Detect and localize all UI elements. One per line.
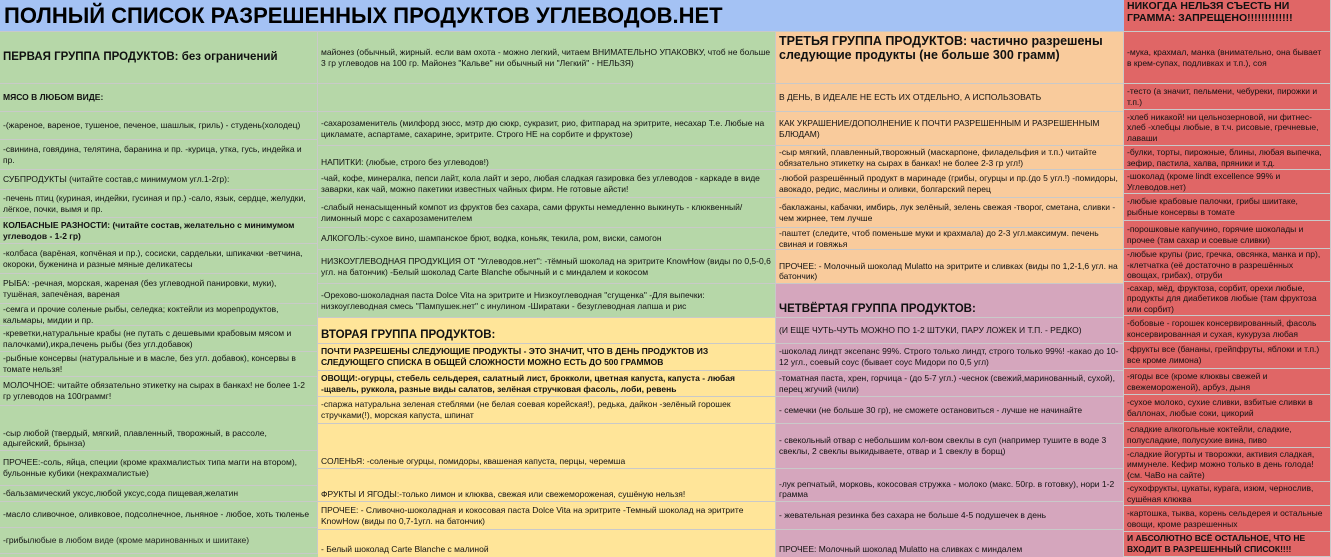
oil-cell: -масло сливочное, оливковое, подсолнечное, льняное - любое, хоть тюленье [0,502,318,528]
fourth-group-heading: ЧЕТВЁРТАЯ ГРУППА ПРОДУКТОВ: [776,284,1124,318]
white-chocolate-cell: - Белый шоколад Carte Blanche с малиной [318,530,776,557]
onion-cell: -лук репчатый, морковь, кокосовая стружка - молоко (макс. 50гр. в готовку), нори 1-2 грамма [776,469,1124,502]
first-group-heading: ПЕРВАЯ ГРУППА ПРОДУКТОВ: без ограничений [0,32,318,84]
empty-cell [318,84,776,112]
canned-fish-cell: -рыбные консервы (натуральные и в масле, без угл. добавок), консервы в томате нельзя! [0,352,318,377]
pate-cell: -паштет (следите, чтоб поменьше муки и крахмала) до 2-3 угл.максимум. печень свиная и говяжья [776,228,1124,250]
meat-cooking-cell: -(жареное, вареное, тушеное, печеное, шашлык, гриль) - студень(холодец) [0,112,318,140]
pastry-cell: -булки, торты, пирожные, блины, любая выпечка, зефир, пастила, халва, пряники и т.д. [1124,146,1331,170]
bread-cell: -хлеб никакой! ни цельнозерновой, ни фитнес-хлеб -хлебцы любые, в т.ч. рисовые, гречневые, лаваши [1124,110,1331,146]
forbidden-heading: НИКОГДА НЕЛЬЗЯ СЪЕСТЬ НИ ГРАММА: ЗАПРЕЩЕНО!!!!!!!!!!!!! [1124,0,1331,32]
sugar-cell: -сахар, мёд, фруктоза, сорбит, орехи любые, продукты для диабетиков любые (там фруктоза или сорбит) [1124,282,1331,316]
third-group-heading: ТРЕТЬЯ ГРУППА ПРОДУКТОВ: частично разрешены следующие продукты (не больше 300 грамм) [776,32,1124,84]
soft-cheese-cell: -сыр мягкий, плавленный,творожный (маскарпоне, филадельфия и т.п.) читайте обязательно этикетку на сырах в банках! не более 2-3 гр угл!) [776,146,1124,170]
eggplant-cell: -баклажаны, кабачки, имбирь, лук зелёный, зелень свежая -творог, сметана, сливки - чем жирнее, тем лучше [776,198,1124,228]
alcohol-cell: АЛКОГОЛЬ:-сухое вино, шампанское брют, водка, коньяк, текила, ром, виски, самогон [318,228,776,250]
legumes-cell: -бобовые - горошек консервированный, фасоль консервированная и сухая, кукуруза любая [1124,316,1331,342]
drinks-cell: -чай, кофе, минералка, пепси лайт, кола лайт и зеро, любая сладкая газировка без углеводов - каркаде в виде заварки, как чай, можно пакетики известных чайных фирм. Не готовые айсти! [318,170,776,198]
compote-cell: -слабый ненасыщенный компот из фруктов без сахара, сами фрукты немедленно выкинуть - клюквенный/лимонный морс с сахарозаменителем [318,198,776,228]
gum-cell: - жевательная резинка без сахара не больше 4-5 подушечек в день [776,502,1124,530]
lindt-cell: -шоколад линдт эксепанс 99%. Строго только линдт, строго только 99%! -какао до 10-12 угл., соевый соус (бывает соус Мидори по 0,5 угл) [776,344,1124,371]
column-third-fourth-group [776,32,1124,557]
tomato-paste-cell: -томатная паста, хрен, горчица - (до 5-7 угл.) -чеснок (свежий,маринованный, сухой), перец жгучий (чили) [776,371,1124,397]
dried-fruits-cell: -сухофрукты, цукаты, курага, изюм, чернослив, сушёная клюква [1124,482,1331,506]
mushroom-note: любые в любом виде (кроме маринованных и шиитаке) [29,535,250,546]
meat-heading: МЯСО В ЛЮБОМ ВИДЕ: [0,84,318,112]
crab-sticks-cell: -любые крабовые палочки, грибы шиитаке, рыбные консервы в томате [1124,194,1331,221]
sweetener-cell: -сахарозаменитель (милфорд зюсс, мэтр дю сюкр, сукразит, рио, фитпарад на эритрите, несахар Т.е. Любые на цикламате, аспартаме, сахарине, эритрите. Строго НЕ на сорбите и фруктозе) [318,112,776,146]
crab-cell: -креветки,натуральные крабы (не путать с дешевыми крабовым мясом и палочками),икра,печень рыбы (без угл.добавок) [0,326,318,352]
other-paste-cell: ПРОЧЕЕ: - Сливочно-шоколадная и кокосовая паста Dolce Vita на эритрите -Темный шоколад на эритрите KnowHow (виды по 0,7-1угл. на батончик) [318,502,776,530]
yogurt-cell: -сладкие йогурты и творожки, активия сладкая, иммунеле. Кефир можно только в день голода! (см. ЧаВо на сайте) [1124,448,1331,482]
offal-cell: -печень птиц (куриная, индейки, гусиная и пр.) -сало, язык, сердце, желудки, лёгкое, почки, вымя и пр. [0,190,318,218]
cocktails-cell: -сладкие алкогольные коктейли, сладкие, полусладкие, полусухие вина, пиво [1124,422,1331,448]
beet-broth-cell: - свекольный отвар с небольшим кол-вом свеклы в суп (например тушите в воде 3 свеклы, 2 свеклы выкидываете, отвар и 1 свеклу в борщ) [776,424,1124,469]
pickles-cell: СОЛЕНЬЯ: -соленые огурцы, помидоры, квашеная капуста, перцы, черемша [318,424,776,469]
mayonnaise-cell: майонез (обычный, жирный. если вам охота - можно легкий, читаем ВНИМАТЕЛЬНО УПАКОВКУ, чтоб не больше 3 гр углеводов на 100 гр. Майонез "Кальве" ни обычный ни "Легкий" - НЕЛЬЗЯ) [318,32,776,84]
fruits-cell: ФРУКТЫ И ЯГОДЫ:-только лимон и клюква, свежая или свежемороженая, сушёную нельзя! [318,469,776,502]
second-group-note: ПОЧТИ РАЗРЕШЕНЫ СЛЕДУЮЩИЕ ПРОДУКТЫ - ЭТО ЗНАЧИТ, ЧТО В ДЕНЬ ПРОДУКТОВ ИЗ СЛЕДУЮЩЕГО СПИСКА В ОБЩЕЙ СЛОЖНОСТИ МОЖНО ЕСТЬ ДО 500 ГРАММОВ [318,344,776,371]
chocolate-cell: -шоколад (кроме lindt excellence 99% и Углеводов.нет) [1124,170,1331,194]
column-first-group [0,32,318,557]
vegetables-text: ОВОЩИ:-огурцы, стебель сельдерея, салатный лист, брокколи, цветная капуста, капуста - любая -щавель, руккола, разные виды салатов, зелёная стручковая фасоль, лоби, ревень [321,372,735,394]
offal-heading: СУБПРОДУКТЫ (читайте состав,с минимумом угл.1-2гр): [0,170,318,190]
second-group-heading: ВТОРАЯ ГРУППА ПРОДУКТОВ: [318,318,776,344]
mulatto-almond-cell: ПРОЧЕЕ: Молочный шоколад Mulatto на сливках с миндалем [776,530,1124,557]
dairy-cell: МОЛОЧНОЕ: читайте обязательно этикетку на сырах в банках! не более 1-2 гр углеводов на 100граммг! [0,377,318,406]
other-cell: ПРОЧЕЕ:-соль, яйца, специи (кроме крахмалистых типа магги на втором), бульонные кубики (некрахмалистые) [0,451,318,486]
column-forbidden [1124,0,1331,557]
berries-cell: -ягоды все (кроме клюквы свежей и свежемороженой), арбуз, дыня [1124,369,1331,395]
potato-cell: -картошка, тыква, корень сельдерея и остальные овощи, кроме разрешенных [1124,506,1331,532]
grains-cell: -любые крупы (рис, гречка, овсянка, манка и пр), -клетчатка (её достаточно в разрешённых овощах, грибах), отруби [1124,249,1331,282]
marinade-cell: -любой разрешённый продукт в маринаде (грибы, огурцы и пр.(до 5 угл.!) -помидоры, авокадо, редис, маслины и оливки, болгарский перец [776,170,1124,198]
pasta-cell: -Орехово-шоколадная паста Dolce Vita на эритрите и Низкоуглеводная "сгущенка" -Для выпечки: низкоуглеводная смесь "Пампушек.нет" с инулином -Ширатаки - безуглеводная лапша и рис [318,284,776,318]
seafood-cell: -семга и прочие соленые рыбы, селедка; коктейли из морепродуктов, кальмары, мидии и пр. [0,304,318,326]
asparagus-cell: -спаржа натуральна зеленая стеблями (не белая соевая корейская!), редька, дайкон -зелёный горошек стручками(!), морская капуста, шпинат [318,397,776,424]
cheese-cell: -сыр любой (твердый, мягкий, плавленный, творожный, в рассоле, адыгейский, брынза) [0,406,318,451]
sausage-cell: -колбаса (варёная, копчёная и пр.), сосиски, сардельки, шпикачки -ветчина, окороки, буженина и разные мяные деликатесы [0,244,318,274]
mushroom-label: -грибы [3,535,30,546]
fruits-forbidden-cell: -фрукты все (бананы, грейпфруты, яблоки и т.п.) все кроме лимона) [1124,342,1331,369]
drinks-heading: НАПИТКИ: (любые, строго без углеводов!) [318,146,776,170]
third-group-note-2: КАК УКРАШЕНИЕ/ДОПОЛНЕНИЕ К ПОЧТИ РАЗРЕШЕННЫМ И РАЗРЕШЕННЫМ БЛЮДАМ) [776,112,1124,146]
dough-cell: -тесто (а значит, пельмени, чебуреки, пирожки и т.п.) [1124,84,1331,110]
third-group-note-1: В ДЕНЬ, В ИДЕАЛЕ НЕ ЕСТЬ ИХ ОТДЕЛЬНО, А ИСПОЛЬЗОВАТЬ [776,84,1124,112]
page-title: ПОЛНЫЙ СПИСОК РАЗРЕШЕННЫХ ПРОДУКТОВ УГЛЕВОДОВ.НЕТ [0,0,1124,32]
meat-types-cell: -свинина, говядина, телятина, баранина и пр. -курица, утка, гусь, индейка и пр. [0,140,318,170]
dry-milk-cell: -сухое молоко, сухие сливки, взбитые сливки в баллонах, любые соки, цикорий [1124,395,1331,422]
flour-cell: -мука, крахмал, манка (внимательно, она бывает в крем-супах, подливках и т.п.), соя [1124,32,1331,84]
cappuccino-cell: -порошковые капучино, горячие шоколады и прочее (там сахар и соевые сливки) [1124,221,1331,249]
fourth-group-note: (И ЕЩЕ ЧУТЬ-ЧУТЬ МОЖНО ПО 1-2 ШТУКИ, ПАРУ ЛОЖЕК И Т.П. - РЕДКО) [776,318,1124,344]
mushroom-cell [0,528,318,554]
everything-else-cell: И АБСОЛЮТНО ВСЁ ОСТАЛЬНОЕ, ЧТО НЕ ВХОДИТ В РАЗРЕШЕННЫЙ СПИСОК!!!! [1124,532,1331,557]
column-second-group [318,32,776,557]
sausage-heading: КОЛБАСНЫЕ РАЗНОСТИ: (читайте состав, желательно с минимумом углеводов - 1-2 гр) [0,218,318,244]
mulatto-cell: ПРОЧЕЕ: - Молочный шоколад Mulatto на эритрите и сливках (виды по 1,2-1,6 угл. на батончик) [776,250,1124,284]
lowcarb-products-cell: НИЗКОУГЛЕВОДНАЯ ПРОДУКЦИЯ ОТ "Углеводов.нет": -тёмный шоколад на эритрите KnowHow (виды по 0,5-0,6 угл. на батончик) -Белый шоколад Carte Blanche обычный и с миндалем и кокосом [318,250,776,284]
fish-cell: РЫБА: -речная, морская, жареная (без углеводной панировки, муки), тушёная, запечёная, вареная [0,274,318,304]
vinegar-cell: -бальзамический уксус,любой уксус,сода пищевая,желатин [0,486,318,502]
seeds-cell: - семечки (не больше 30 гр), не сможете остановиться - лучше не начинайте [776,397,1124,424]
vegetables-cell [318,371,776,397]
